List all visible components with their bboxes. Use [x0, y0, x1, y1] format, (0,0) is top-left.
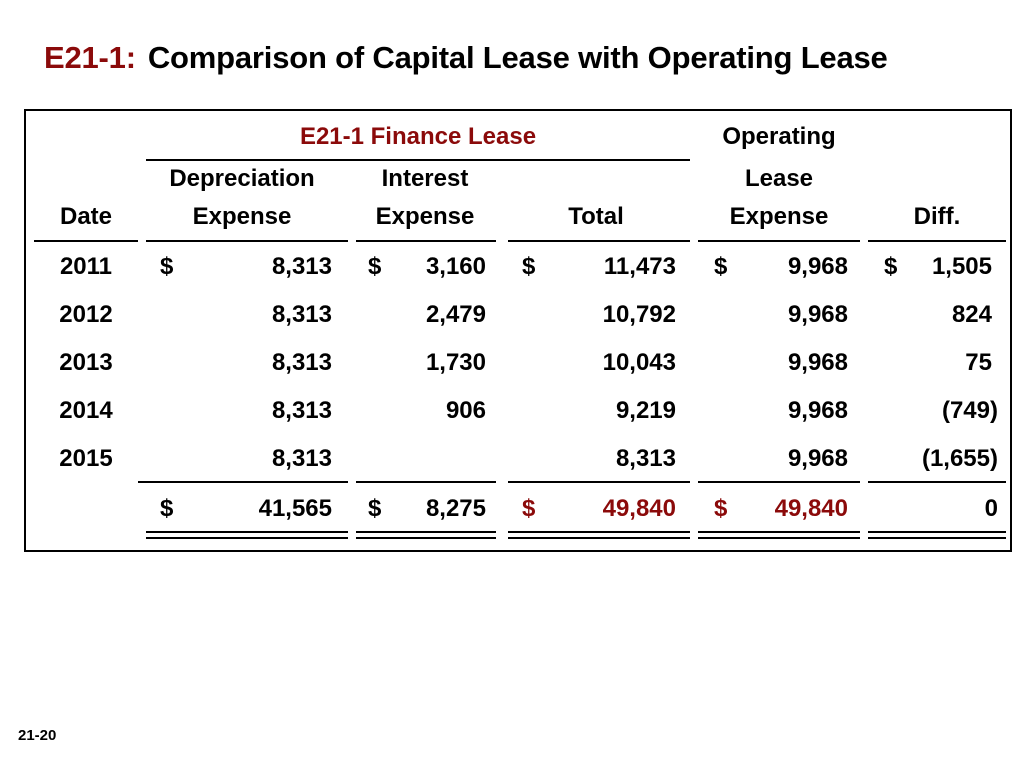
diff-total: 0 — [984, 495, 998, 522]
depreciation-header-line1: Depreciation — [169, 165, 315, 192]
operating-cell: 9,968 — [787, 445, 848, 472]
operating-double-rule-bottom — [698, 537, 860, 539]
interest-cell: 2,479 — [425, 301, 486, 328]
date-cell: 2012 — [59, 301, 113, 328]
depreciation-cell: 8,313 — [271, 253, 332, 280]
depreciation-cell: 8,313 — [271, 445, 332, 472]
depreciation-header-line2: Expense — [192, 203, 292, 230]
date-cell: 2013 — [59, 349, 113, 376]
date-cell: 2015 — [59, 445, 113, 472]
operating-header-rule — [698, 240, 860, 242]
operating-header-line2: Lease — [744, 165, 814, 192]
operating-total: 49,840 — [774, 495, 848, 522]
interest-total: 8,275 — [425, 495, 486, 522]
interest-header-line1: Interest — [381, 165, 469, 192]
operating-header-line1: Operating — [722, 123, 836, 150]
total-double-rule-bottom — [508, 537, 690, 539]
date-header-rule — [34, 240, 138, 242]
total-cell: 8,313 — [615, 445, 676, 472]
dollar-sign: $ — [522, 495, 536, 522]
page-title — [44, 40, 888, 76]
depreciation-cell: 8,313 — [271, 349, 332, 376]
total-cell: 10,043 — [602, 349, 676, 376]
depreciation-double-rule-bottom — [146, 537, 348, 539]
dollar-sign: $ — [714, 495, 728, 522]
diff-subtotal-rule — [868, 481, 1006, 483]
operating-cell: 9,968 — [787, 397, 848, 424]
diff-cell: 824 — [951, 301, 992, 328]
total-subtotal-rule — [508, 481, 690, 483]
diff-cell: 1,505 — [931, 253, 992, 280]
dollar-sign: $ — [160, 253, 174, 280]
operating-double-rule-top — [698, 531, 860, 533]
depreciation-subtotal-rule — [138, 481, 348, 483]
operating-header-line3: Expense — [729, 203, 829, 230]
operating-subtotal-rule — [698, 481, 860, 483]
total-cell: 10,792 — [602, 301, 676, 328]
lease-comparison-table — [24, 109, 1012, 552]
dollar-sign: $ — [368, 495, 382, 522]
interest-cell: 3,160 — [425, 253, 486, 280]
interest-cell: 1,730 — [425, 349, 486, 376]
diff-double-rule-bottom — [868, 537, 1006, 539]
total-total: 49,840 — [602, 495, 676, 522]
operating-cell: 9,968 — [787, 349, 848, 376]
finance-lease-header: E21-1 Finance Lease — [299, 123, 537, 150]
diff-header: Diff. — [913, 203, 961, 230]
date-cell: 2011 — [59, 253, 113, 280]
depreciation-cell: 8,313 — [271, 301, 332, 328]
interest-header-rule — [356, 240, 496, 242]
total-cell: 9,219 — [615, 397, 676, 424]
date-header: Date — [59, 203, 113, 230]
dollar-sign: $ — [714, 253, 728, 280]
total-header: Total — [568, 203, 624, 230]
depreciation-total: 41,565 — [258, 495, 332, 522]
dollar-sign: $ — [160, 495, 174, 522]
interest-header-line2: Expense — [375, 203, 475, 230]
depreciation-double-rule-top — [146, 531, 348, 533]
interest-double-rule-top — [356, 531, 496, 533]
total-cell: 11,473 — [603, 253, 676, 280]
title-code: E21-1: — [44, 40, 136, 75]
diff-cell: 75 — [965, 349, 992, 376]
interest-double-rule-bottom — [356, 537, 496, 539]
dollar-sign: $ — [884, 253, 898, 280]
date-cell: 2014 — [59, 397, 113, 424]
slide-number: 21-20 — [18, 727, 57, 744]
finance-lease-rule — [146, 159, 690, 161]
diff-double-rule-top — [868, 531, 1006, 533]
dollar-sign: $ — [522, 253, 536, 280]
interest-cell: 906 — [445, 397, 486, 424]
diff-cell: (749) — [941, 397, 998, 424]
total-double-rule-top — [508, 531, 690, 533]
interest-subtotal-rule — [356, 481, 496, 483]
operating-cell: 9,968 — [787, 253, 848, 280]
diff-cell: (1,655) — [921, 445, 998, 472]
depreciation-cell: 8,313 — [271, 397, 332, 424]
total-header-rule — [508, 240, 690, 242]
diff-header-rule — [868, 240, 1006, 242]
title-text: Comparison of Capital Lease with Operating Lease — [147, 40, 888, 75]
dollar-sign: $ — [368, 253, 382, 280]
operating-cell: 9,968 — [787, 301, 848, 328]
depreciation-header-rule — [146, 240, 348, 242]
